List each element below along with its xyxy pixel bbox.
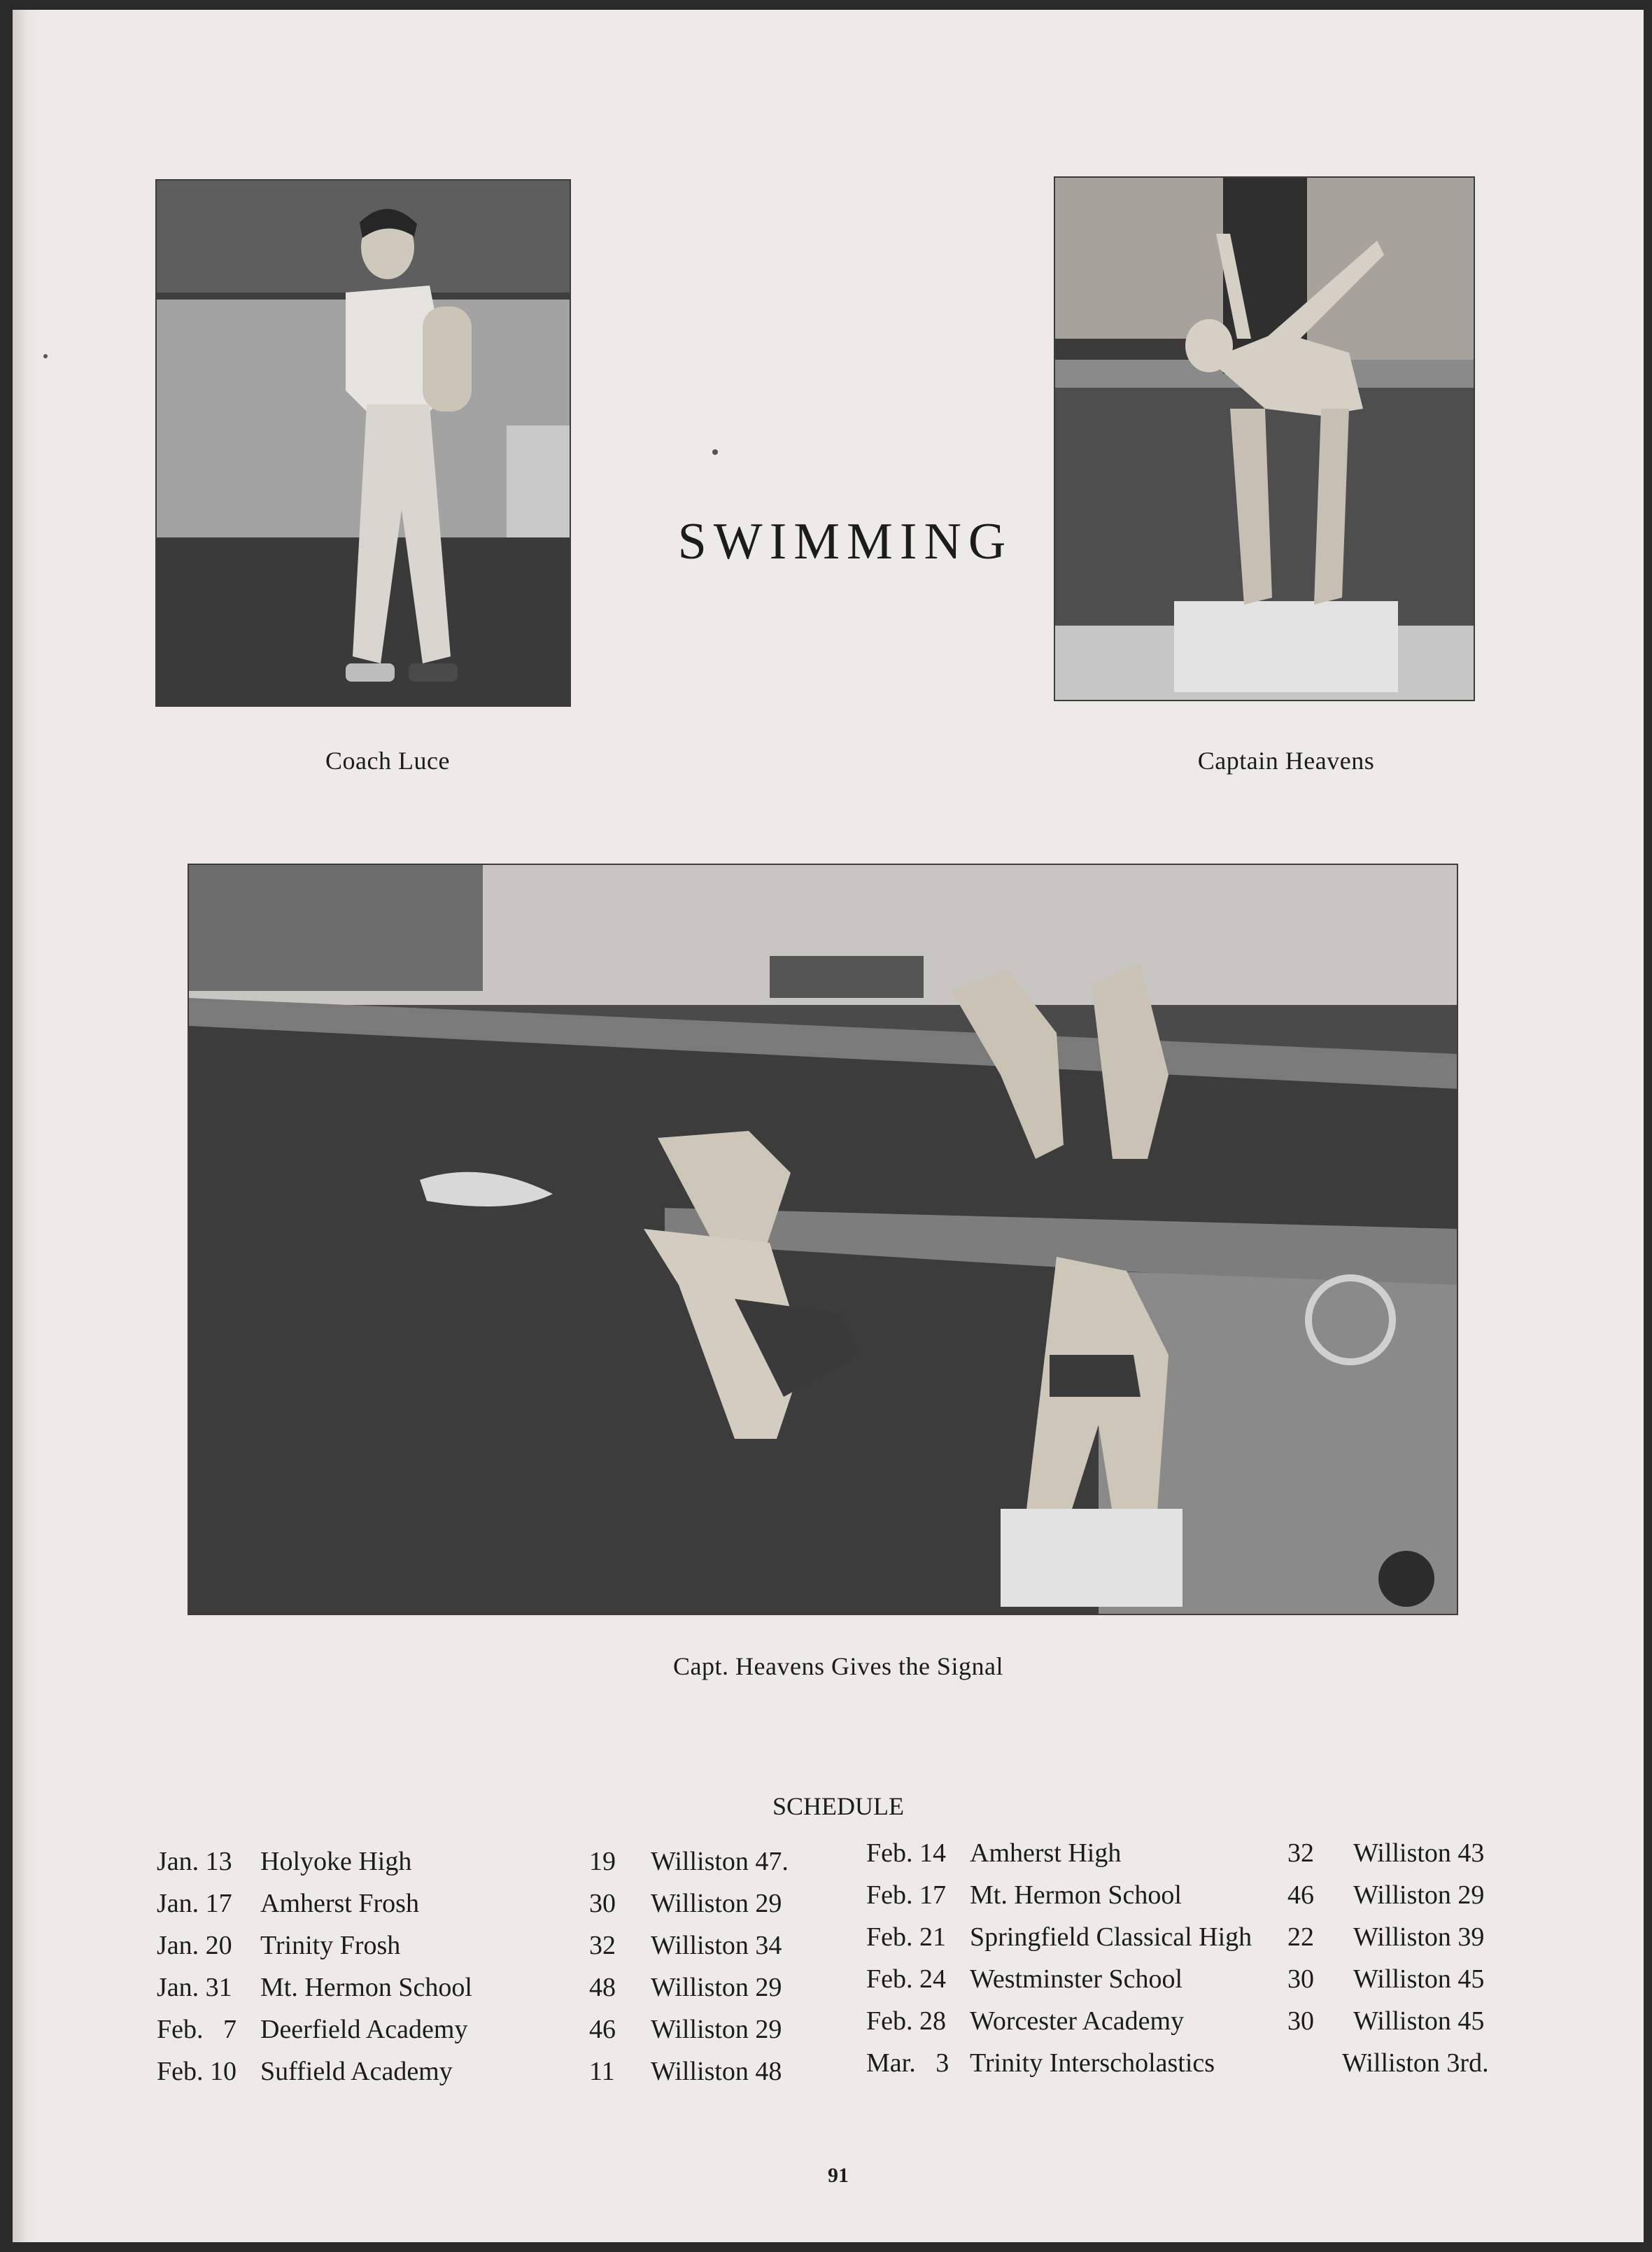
schedule-heading: SCHEDULE — [772, 1792, 904, 1820]
schedule-opponent-score: 46 — [589, 2015, 616, 2044]
schedule-date: Feb. 17 — [866, 1880, 946, 1910]
schedule-opponent: Westminster School — [970, 1964, 1183, 1994]
schedule-williston-score: Williston 45 — [1353, 2006, 1485, 2036]
schedule-opponent: Holyoke High — [260, 1847, 412, 1876]
schedule-williston-score: Williston 29 — [651, 1889, 782, 1918]
coach-photo — [157, 181, 570, 705]
schedule-date: Feb. 7 — [157, 2015, 236, 2044]
schedule-opponent-score: 30 — [1287, 2006, 1314, 2036]
schedule-date: Jan. 31 — [157, 1973, 232, 2002]
schedule-date: Feb. 14 — [866, 1838, 946, 1868]
schedule-opponent: Amherst Frosh — [260, 1889, 419, 1918]
schedule-opponent: Trinity Interscholastics — [970, 2048, 1215, 2078]
schedule-date: Jan. 13 — [157, 1847, 232, 1876]
schedule-date: Feb. 24 — [866, 1964, 946, 1994]
ink-speck — [712, 449, 718, 455]
schedule-date: Feb. 21 — [866, 1922, 946, 1952]
pool-photo — [189, 865, 1457, 1614]
schedule-williston-score: Williston 3rd. — [1342, 2048, 1489, 2078]
schedule-date: Mar. 3 — [866, 2048, 949, 2078]
schedule-opponent: Suffield Academy — [260, 2057, 453, 2086]
schedule-opponent-score: 30 — [589, 1889, 616, 1918]
schedule-opponent-score: 32 — [589, 1931, 616, 1960]
schedule-williston-score: Williston 29 — [1353, 1880, 1485, 1910]
schedule-opponent: Amherst High — [970, 1838, 1122, 1868]
schedule-williston-score: Williston 47. — [651, 1847, 789, 1876]
schedule-williston-score: Williston 34 — [651, 1931, 782, 1960]
schedule-williston-score: Williston 39 — [1353, 1922, 1485, 1952]
schedule-opponent-score: 46 — [1287, 1880, 1314, 1910]
coach-caption: Coach Luce — [325, 747, 450, 775]
schedule-williston-score: Williston 29 — [651, 1973, 782, 2002]
schedule-date: Feb. 28 — [866, 2006, 946, 2036]
schedule-opponent-score: 11 — [589, 2057, 615, 2086]
schedule-date: Feb. 10 — [157, 2057, 236, 2086]
schedule-date: Jan. 20 — [157, 1931, 232, 1960]
schedule-opponent-score: 19 — [589, 1847, 616, 1876]
captain-caption: Captain Heavens — [1197, 747, 1375, 775]
schedule-opponent-score: 48 — [589, 1973, 616, 2002]
pool-caption: Capt. Heavens Gives the Signal — [673, 1652, 1003, 1680]
page-binding-shadow — [13, 10, 36, 2242]
captain-photo — [1055, 178, 1474, 700]
yearbook-page — [13, 10, 1644, 2242]
schedule-opponent: Worcester Academy — [970, 2006, 1185, 2036]
schedule-opponent: Mt. Hermon School — [970, 1880, 1182, 1910]
schedule-date: Jan. 17 — [157, 1889, 232, 1918]
schedule-opponent: Trinity Frosh — [260, 1931, 401, 1960]
schedule-williston-score: Williston 45 — [1353, 1964, 1485, 1994]
ink-speck — [43, 354, 48, 358]
schedule-opponent: Deerfield Academy — [260, 2015, 468, 2044]
page-number: 91 — [828, 2164, 849, 2187]
schedule-opponent: Mt. Hermon School — [260, 1973, 472, 2002]
schedule-opponent: Springfield Classical High — [970, 1922, 1252, 1952]
schedule-williston-score: Williston 43 — [1353, 1838, 1485, 1868]
schedule-opponent-score: 32 — [1287, 1838, 1314, 1868]
schedule-williston-score: Williston 29 — [651, 2015, 782, 2044]
schedule-opponent-score: 22 — [1287, 1922, 1314, 1952]
schedule-opponent-score: 30 — [1287, 1964, 1314, 1994]
page-title: SWIMMING — [677, 513, 1013, 570]
schedule-williston-score: Williston 48 — [651, 2057, 782, 2086]
